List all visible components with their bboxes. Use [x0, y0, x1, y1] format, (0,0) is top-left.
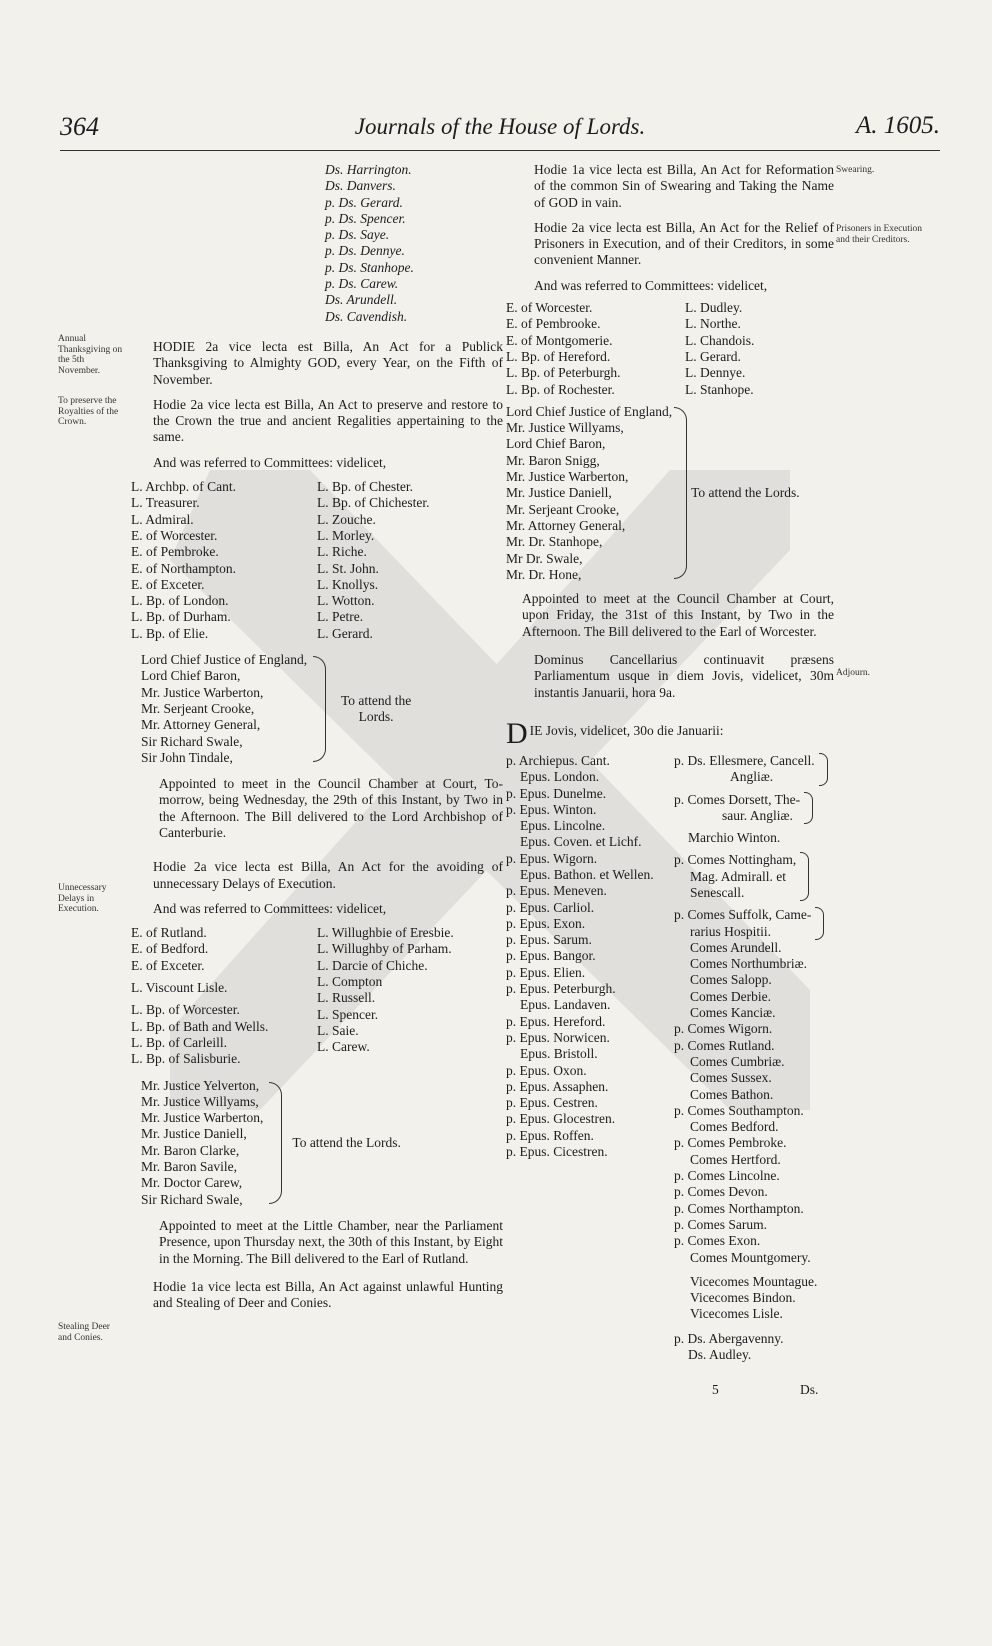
attendants-prisoners: Lord Chief Justice of England, Mr. Justice Willyams, Lord Chief Baron, Mr. Baron Snigg, Mr. Justice Warberton, Mr. Justice Daniell, Mr. Serjeant Crooke, Mr. Attorney General, Mr. Dr. Stanhope, Mr Dr. Swale, Mr. Dr. Hone, To attend the Lords. — [506, 403, 800, 582]
attendants-delays: Mr. Justice Yelverton, Mr. Justice Willyams, Mr. Justice Warberton, Mr. Justice Daniell, Mr. Baron Clarke, Mr. Baron Savile, Mr. Doctor Carew, Sir Richard Swale, To attend the Lords. — [141, 1077, 401, 1207]
attend-label-2: To attend the Lords. — [292, 1134, 401, 1150]
day-heading-text: IE Jovis, videlicet, 30o die Januarii: — [529, 722, 724, 738]
left-column — [125, 162, 503, 1320]
comites-list: Comes Arundell. Comes Northumbriæ. Comes Salopp. Comes Derbie. Comes Kanciæ. p. Comes Wigorn. p. Comes Rutland. Comes Cumbriæ. Comes Sussex. Comes Bathon. p. Comes Southampton. Comes Bedford. p. Comes Pembroke. Comes Hertford. p. Comes Lincolne. p. Comes Devon. p. Comes Northampton. p. Comes Sarum. p. Comes Exon. Comes Mountgomery. — [674, 939, 811, 1265]
brace — [313, 656, 326, 762]
appointment-royalties: Appointed to meet in the Council Chamber at Court, To-morrow, being Wednesday, the 29th of this Instant, by Two in the Afternoon. The Bill delivered to the Lord Archbishop of Canterburie. — [159, 776, 503, 840]
drop-cap: D — [506, 722, 528, 745]
attend-label-3: To attend the Lords. — [691, 485, 800, 501]
note-adjourn: Adjourn. — [836, 668, 871, 678]
referred-label: And was referred to Committees: videlicet, — [153, 454, 387, 470]
right-column — [506, 162, 834, 1363]
vicecomites-list: Vicecomes Mountague. Vicecomes Bindon. Vicecomes Lisle. — [690, 1273, 818, 1322]
brace — [674, 407, 687, 579]
domini-list: p. Ds. Abergavenny. Ds. Audley. — [674, 1330, 784, 1362]
chamberlain-entry: p. Comes Suffolk, Came- rarius Hospitii. — [674, 907, 834, 940]
note-royalties: To preserve the Royalties of the Crown. — [58, 396, 119, 427]
bill-prisoners: Hodie 2a vice lecta est Billa, An Act for the Relief of Prisoners in Execution, and of their Creditors, in some convenient Manner. — [534, 219, 834, 268]
committee-delays: E. of Rutland. E. of Bedford. E. of Exceter. L. Viscount Lisle. L. Bp. of Worcester. L. Bp. of Bath and Wells. L. Bp. of Carleill. L. Bp. of Salisburie. L. Willughbie of Eresbie. L. Willughby of Parham. L. Darcie of Chiche. L. Compton L. Russell. L. Spencer. L. Saie. L. Carew. — [131, 925, 454, 1067]
day-heading — [506, 723, 834, 745]
note-swearing: Swearing. — [836, 165, 875, 175]
year: A. 1605. — [855, 112, 940, 139]
bill-swearing: Hodie 1a vice lecta est Billa, An Act for Reformation of the common Sin of Swearing and Taking the Name of GOD in vain. — [534, 162, 834, 210]
journal-title: Journals of the House of Lords. — [354, 114, 646, 139]
referred-label-3: And was referred to Committees: videlicet, — [534, 277, 768, 293]
bill-thanksgiving: HODIE 2a vice lecta est Billa, An Act for a Publick Thanksgiving to Almighty GOD, every Year, on the Fifth of November. — [153, 338, 503, 387]
header-rule — [60, 150, 940, 151]
brace — [269, 1082, 282, 1204]
referred-label-2: And was referred to Committees: videlicet, — [153, 900, 387, 916]
bill-delays: Hodie 2a vice lecta est Billa, An Act for the avoiding of unnecessary Delays of Execution. — [153, 859, 503, 891]
chancellor-entry: p. Ds. Ellesmere, Cancell. Angliæ. — [674, 753, 834, 786]
bill-deer: Hodie 1a vice lecta est Billa, An Act against unlawful Hunting and Stealing of Deer and Conies. — [153, 1278, 503, 1311]
attendance-list: p. Archiepus. Cant. Epus. London. p. Epus. Dunelme. p. Epus. Winton. Epus. Lincolne. Epus. Coven. et Lichf. p. Epus. Wigorn. Epus. Bathon. et Wellen. p. Epus. Meneven. p. Epus. Carliol. p. Epus. Exon. p. Epus. Sarum. p. Epus. Bangor. p. Epus. Elien. p. Epus. Peterburgh. Epus. Landaven. p. Epus. Hereford. p. Epus. Norwicen. Epus. Bristoll. p. Epus. Oxon. p. Epus. Assaphen. p. Epus. Cestren. p. Epus. Glocestren. p. Epus. Roffen. p. Epus. Cicestren. p. Ds. Ellesmere, Cancell. Angliæ. p. Comes Dorsett, The- saur. Angliæ. Marchio Winton. p. Comes Nottingham, Mag. Admirall. et Senescall. p. Comes Suffolk, Came- rarius Hospitii. Comes Arundell. Comes Northumbriæ. Comes Salopp. Comes Derbie. Comes Kanciæ. p. Comes Wigorn. p. Comes Rutland. Comes Cumbriæ. Comes Sussex. Comes Bathon. p. Comes Southampton. Comes Bedford. p. Comes Pembroke. Comes Hertford. p. Comes Lincolne. p. Comes Devon. p. Comes Northampton. p. Comes Sarum. p. Comes Exon. Comes Mountgomery. Vicecomes Mountague. Vicecomes Bindon. Vicecomes Lisle. p. Ds. Abergavenny. Ds. Audley. — [506, 753, 834, 1363]
running-header — [60, 112, 940, 152]
committee-prisoners: E. of Worcester. E. of Pembrooke. E. of Montgomerie. L. Bp. of Hereford. L. Bp. of Peterburgh. L. Bp. of Rochester. L. Dudley. L. Northe. L. Chandois. L. Gerard. L. Dennye. L. Stanhope. — [506, 300, 755, 397]
note-thanksgiving: Annual Thanksgiving on the 5th November. — [58, 334, 123, 376]
note-deer: Stealing Deer and Conies. — [58, 1322, 110, 1343]
signature-mark: 5 — [712, 1382, 719, 1397]
bill-royalties: Hodie 2a vice lecta est Billa, An Act to preserve and restore to the Crown the true and ancient Regalities appertaining to the same. — [153, 396, 503, 445]
appointment-prisoners: Appointed to meet at the Council Chamber at Court, upon Friday, the 31st of this Instant, by Two in the Afternoon. The Bill delivered to the Earl of Worcester. — [522, 591, 834, 639]
attendants-royalties: Lord Chief Justice of England, Lord Chief Baron, Mr. Justice Warberton, Mr. Serjeant Crooke, Mr. Attorney General, Sir Richard Swale, Sir John Tindale, To attend the Lords. — [141, 652, 503, 766]
note-delays: Unnecessary Delays in Execution. — [58, 883, 107, 914]
adjournment: Dominus Cancellarius continuavit præsens Parliamentum usque in diem Jovis, videlicet, 30m instantis Januarii, hora 9a. — [534, 652, 834, 700]
admiral-entry: p. Comes Nottingham, Mag. Admirall. et Senescall. — [674, 852, 834, 901]
marchio: Marchio Winton. — [688, 830, 781, 846]
note-prisoners: Prisoners in Execution and their Creditors. — [836, 224, 923, 245]
treasurer-entry: p. Comes Dorsett, The- saur. Angliæ. — [674, 792, 834, 825]
lords-list: Ds. Harrington. Ds. Danvers. p. Ds. Gerard. p. Ds. Spencer. p. Ds. Saye. p. Ds. Dennye. p. Ds. Stanhope. p. Ds. Carew. Ds. Arundell. Ds. Cavendish. — [325, 162, 414, 324]
appointment-delays: Appointed to meet at the Little Chamber, near the Parliament Presence, upon Thursday next, the 30th of this Instant, by Eight in the Morning. The Bill delivered to the Earl of Rutland. — [159, 1217, 503, 1266]
committee-royalties: L. Archbp. of Cant. L. Treasurer. L. Admiral. E. of Worcester. E. of Pembroke. E. of Northampton. E. of Exceter. L. Bp. of London. L. Bp. of Durham. L. Bp. of Elie. L. Bp. of Chester. L. Bp. of Chichester. L. Zouche. L. Morley. L. Riche. L. St. John. L. Knollys. L. Wotton. L. Petre. L. Gerard. — [131, 479, 430, 641]
page-number: 364 — [60, 112, 99, 141]
attend-label: To attend the Lords. — [340, 692, 412, 725]
catchword: Ds. — [800, 1382, 819, 1397]
